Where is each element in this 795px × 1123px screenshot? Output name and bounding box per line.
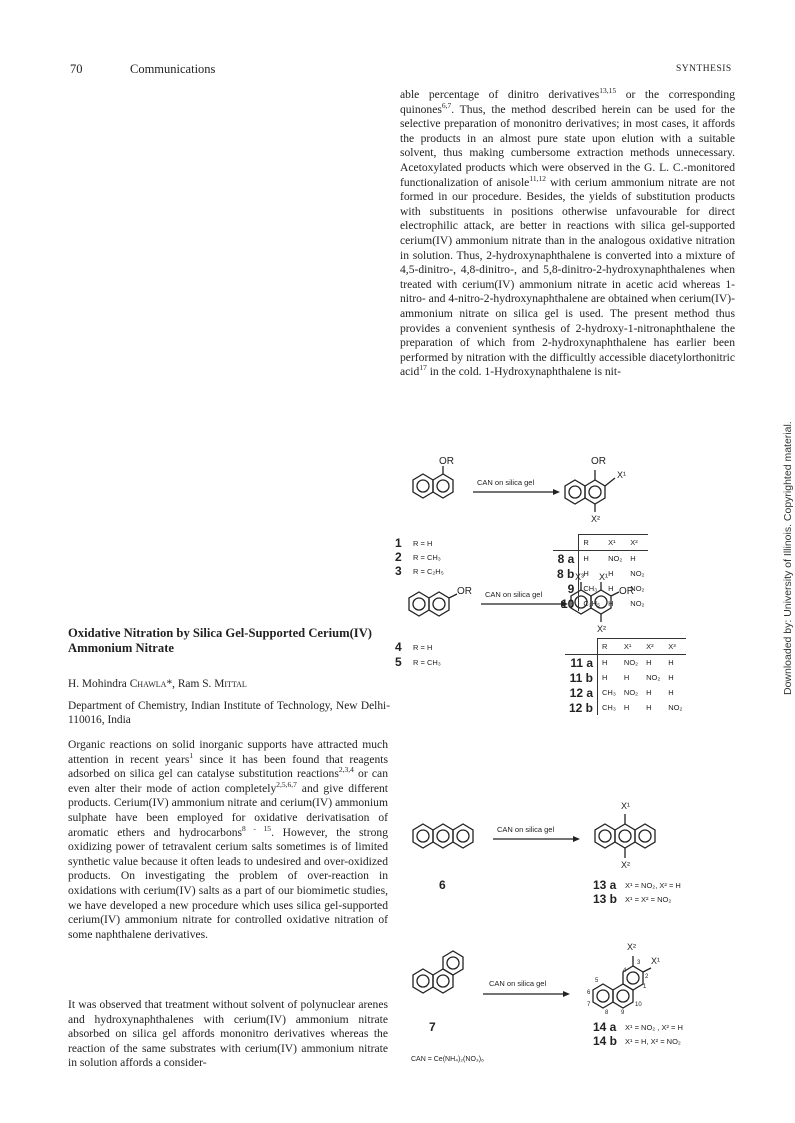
compound-6: 6 (439, 878, 446, 892)
compound-14b-subs: X¹ = H, X² = NO₂ (625, 1037, 681, 1046)
position-1: 1 (643, 984, 647, 990)
x3-label-2: X³ (575, 572, 584, 582)
compound-13a-subs: X¹ = NO₂, X² = H (625, 881, 681, 890)
x2-label-4: X² (627, 942, 636, 952)
page-number: 70 (70, 62, 83, 76)
compound-1: 1 (395, 536, 402, 550)
journal-name: SYNTHESIS (676, 64, 732, 74)
table-row: 11 b H H NO₂ H (565, 670, 686, 685)
affiliation: Department of Chemistry, Indian Institute of Technology, New Delhi-110016, India (68, 700, 390, 726)
phenanthrene-14 (593, 956, 651, 1008)
reagent-label-3: CAN on silica gel (497, 825, 555, 834)
compound-2: 2 (395, 550, 402, 564)
x1-label-4: X¹ (651, 956, 660, 966)
position-4: 4 (623, 968, 627, 974)
compound-5: 5 (395, 655, 402, 669)
x2-label-3: X² (621, 860, 630, 870)
compound-14a-subs: X¹ = NO₂ , X² = H (625, 1023, 683, 1032)
position-10: 10 (635, 1002, 642, 1008)
position-9: 9 (621, 1010, 625, 1016)
compound-14a: 14 a (593, 1020, 617, 1034)
substituent-5: R = CH₃ (413, 658, 441, 667)
or-label-2: OR (591, 456, 606, 467)
t1-col-r: R (579, 535, 604, 551)
table-row: 11 a H NO₂ H H (565, 655, 686, 671)
x2-label-2: X² (597, 624, 606, 634)
position-3: 3 (637, 960, 641, 966)
naphthalene-1 (413, 466, 453, 498)
position-2: 2 (645, 974, 649, 980)
compound-7: 7 (429, 1020, 436, 1034)
reagent-label-4: CAN on silica gel (489, 979, 547, 988)
table-row: 8 a H NO₂ H (553, 551, 648, 567)
t2-col-r: R (598, 639, 620, 655)
anthracene-13 (595, 814, 655, 858)
t2-col-x2: X² (642, 639, 664, 655)
position-6: 6 (587, 990, 591, 996)
reagent-label-2: CAN on silica gel (485, 590, 543, 599)
compound-3: 3 (395, 564, 402, 578)
table-row: 12 b CH₃ H H NO₂ (565, 700, 686, 715)
position-7: 7 (587, 1002, 591, 1008)
reaction-scheme (393, 454, 743, 1079)
naphthalene-4 (409, 592, 457, 616)
body-paragraph-1: Organic reactions on solid inorganic supports have attracted much attention in recent years$^1$ since it has been found that reagents adsorbed on silica gel can catalyse substitution reactions$^{2,3,4}$ or can even alter their mode of action completely$^{2,5,6,7}$ and give different products. Cerium(IV) ammonium nitrate and cerium(IV) ammonium sulphate have been employed for oxidative derivatisation of aromatic ethers and hydrocarbons$^{8 - 15}$. However, the strong oxidizing power of tetravalent cerium salts sometimes is of limited synthetic value because it often leads to undesired and over-oxidized products. On investigating the problem of over-reaction in oxidations with cerium(IV) salts as a part of our biomimetic studies, we have developed a new procedure which uses silica gel-supported cerium(IV) ammonium nitrate for controlled oxidative nitration of some naphthalene derivatives. (68, 738, 389, 941)
compound-13b: 13 b (593, 892, 618, 906)
scheme-footnote: CAN = Ce(NH₄)₂(NO₃)₆ (411, 1056, 484, 1063)
substituent-table-2 (565, 638, 686, 715)
compound-14b: 14 b (593, 1034, 618, 1048)
substituent-1: R = H (413, 539, 433, 548)
right-column-text: able percentage of dinitro derivatives$^{13,15}$ or the corresponding quinones$^{6,7}$. Thus, the method described herein can be used for the selective preparation of mononitro derivatives; in most cases, it affords the products in an almost pure state upon elution with a suitable solvent, thus making cumbersome extraction methods unnecessary. Acetoxylated products which were observed in the G. L. C.-monitored functionalization of anisole$^{11,12}$ with cerium ammonium nitrate are not formed in our procedure. Besides, the yields of substitution products with substituents in positions otherwise unfavourable for direct electrophilic attack, are better in reactions with silica gel-supported cerium(IV) ammonium nitrate than in the analogous oxidative nitration in solution. Thus, 2-hydroxynaphthalene is converted into a mixture of 4,5-dinitro-, 4,8-dinitro-, and 5,8-dinitro-2-hydroxynaphthalenes when treated with cerium(IV) ammonium nitrate in acetic acid whereas 1-nitro- and 4-nitro-2-hydroxynaphthalene are obtained when cerium(IV)-ammonium nitrate on silica gel is used. The present method thus provides a convenient synthesis of 2-hydroxy-1-nitronaphthalene the preparation of which from 2-hydroxynaphthalene has earlier been performed by nitration with the difficultly accessible diacetylorthonitric acid$^{17}$ in the cold. 1-Hydroxynaphthalene is nit- (400, 86, 735, 379)
reagent-label-1: CAN on silica gel (477, 478, 535, 487)
t2-col-x3: X³ (664, 639, 686, 655)
x1-label-1: X¹ (617, 470, 626, 480)
substituent-4: R = H (413, 643, 433, 652)
table-row: 12 a CH₃ NO₂ H H (565, 685, 686, 700)
compound-13a: 13 a (593, 878, 617, 892)
or-label-3: OR (457, 586, 472, 597)
authors: H. Mohindra Chawla*, Ram S. Mittal (68, 678, 247, 690)
x1-label-3: X¹ (621, 801, 630, 811)
t2-col-x1: X¹ (620, 639, 642, 655)
anthracene-6 (413, 824, 473, 848)
t1-col-x2: X² (626, 535, 648, 551)
table-row: 8 b H H NO₂ (553, 566, 648, 581)
position-5: 5 (595, 978, 599, 984)
naphthalene-8 (565, 470, 615, 512)
t1-col-x1: X¹ (604, 535, 626, 551)
x1-label-2: X¹ (599, 572, 608, 582)
x2-label-1: X² (591, 514, 600, 524)
table-row: 10 C₂H₅ H NO₂ (553, 596, 648, 611)
or-label-1: OR (439, 456, 454, 467)
compound-13b-subs: X¹ = X² = NO₂ (625, 895, 672, 904)
download-notice: Downloaded by: University of Illinois. Copyrighted material. (782, 421, 794, 695)
table-row: 9 CH₃ H NO₂ (553, 581, 648, 596)
or-label-4: OR (619, 586, 634, 597)
compound-4: 4 (395, 640, 402, 654)
position-8: 8 (605, 1010, 609, 1016)
section-name: Communications (130, 62, 216, 76)
article-title: Oxidative Nitration by Silica Gel-Supported Cerium(IV) Ammonium Nitrate (68, 626, 372, 655)
substituent-2: R = CH₃ (413, 553, 441, 562)
substituent-3: R = C₂H₅ (413, 567, 444, 576)
phenanthrene-7 (413, 951, 463, 993)
body-paragraph-2: It was observed that treatment without solvent of polynuclear arenes and hydroxynaphthalenes with cerium(IV) ammonium nitrate absorbed on silica gel affords mononitro derivatives whereas the reaction of the same substrates with cerium(IV) ammonium nitrate in solution affords a consider- (68, 998, 388, 1070)
